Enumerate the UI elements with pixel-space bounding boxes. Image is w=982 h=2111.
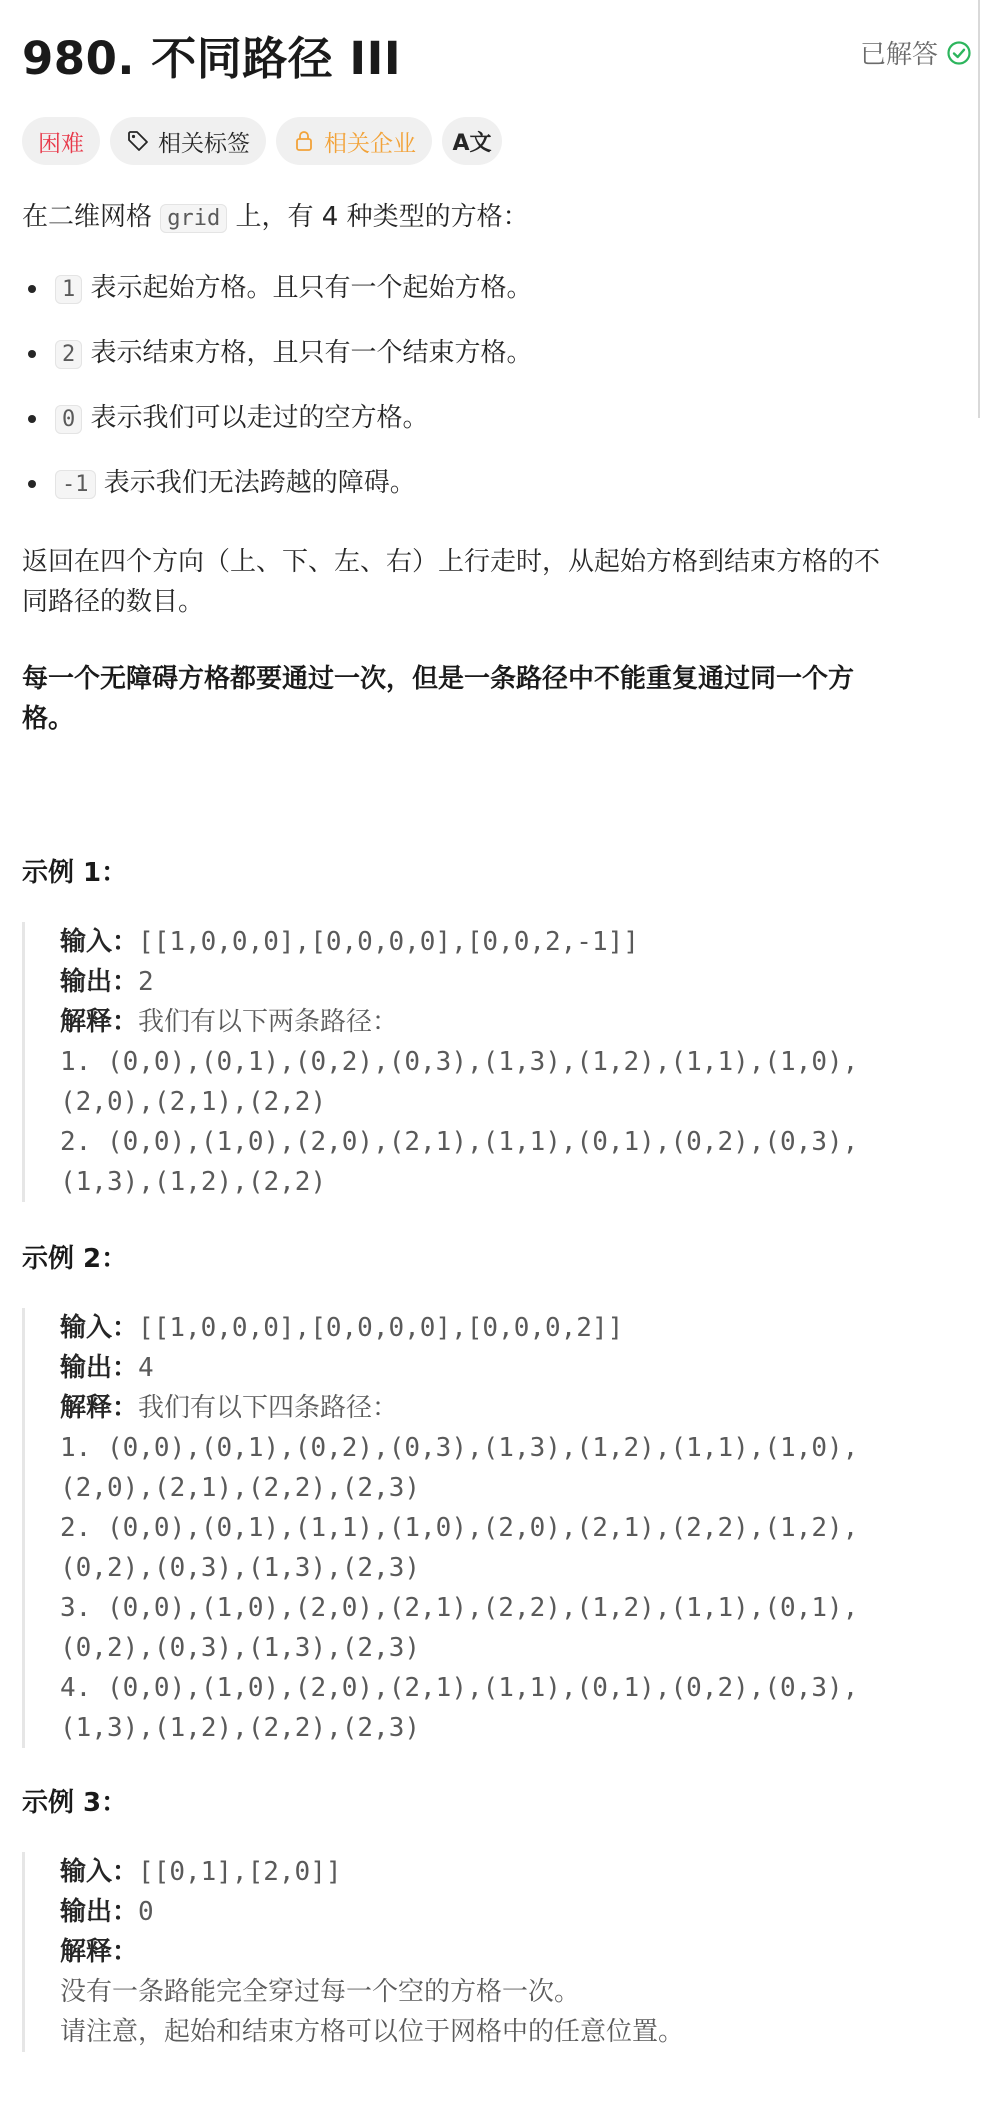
translate-button[interactable] bbox=[442, 117, 502, 165]
list-item bbox=[22, 333, 952, 398]
companies-tag-label: 相关企业 bbox=[324, 130, 416, 157]
explain-text: 我们有以下两条路径： bbox=[138, 1007, 399, 1037]
path-line: 2. (0,0),(0,1),(1,1),(1,0),(2,0),(2,1),(2,2),(1,2), bbox=[60, 1513, 859, 1543]
list-item-text: 表示起始方格。且只有一个起始方格。 bbox=[82, 273, 533, 303]
solved-label: 已解答 bbox=[859, 40, 938, 70]
path-line: 1. (0,0),(0,1),(0,2),(0,3),(1,3),(1,2),(1,1),(1,0), bbox=[60, 1047, 859, 1077]
title-row bbox=[22, 22, 972, 85]
path-line: (1,3),(1,2),(2,2),(2,3) bbox=[60, 1713, 421, 1743]
intro-prefix: 在二维网格 bbox=[22, 202, 161, 232]
output-label: 输出： bbox=[60, 1353, 139, 1383]
explain-label: 解释： bbox=[60, 1007, 139, 1037]
intro-suffix: 上，有 4 种类型的方格： bbox=[227, 202, 529, 232]
paragraph-line: 返回在四个方向（上、下、左、右）上行走时，从起始方格到结束方格的不 bbox=[22, 547, 881, 577]
example-explain bbox=[25, 1002, 955, 1042]
path-line: (2,0),(2,1),(2,2) bbox=[60, 1087, 327, 1117]
path-line: (1,3),(1,2),(2,2) bbox=[60, 1167, 327, 1197]
output-value: 2 bbox=[138, 967, 154, 997]
output-label: 输出： bbox=[60, 967, 139, 997]
path-line: 3. (0,0),(1,0),(2,0),(2,1),(2,2),(1,2),(1,1),(0,1), bbox=[60, 1593, 859, 1623]
input-value: [[0,1],[2,0]] bbox=[138, 1857, 342, 1887]
example-title: 示例 3： bbox=[22, 1788, 128, 1818]
translate-icon: A文 bbox=[452, 130, 492, 156]
input-label: 输入： bbox=[60, 1857, 139, 1887]
list-item bbox=[22, 398, 952, 463]
list-item bbox=[22, 463, 952, 528]
path-line: (2,0),(2,1),(2,2),(2,3) bbox=[60, 1473, 421, 1503]
inline-code: -1 bbox=[55, 470, 96, 499]
inline-code: 0 bbox=[55, 405, 82, 434]
companies-tag-button[interactable] bbox=[276, 117, 432, 165]
explain-label: 解释： bbox=[60, 1937, 139, 1967]
explain-label: 解释： bbox=[60, 1393, 139, 1423]
example-output bbox=[25, 1348, 955, 1388]
example-title: 示例 1： bbox=[22, 858, 128, 888]
intro-paragraph bbox=[22, 197, 529, 239]
path-line: 4. (0,0),(1,0),(2,0),(2,1),(1,1),(0,1),(0,2),(0,3), bbox=[60, 1673, 859, 1703]
paragraph-line: 格。 bbox=[22, 704, 75, 734]
path-line: 2. (0,0),(1,0),(2,0),(2,1),(1,1),(0,1),(0,2),(0,3), bbox=[60, 1127, 859, 1157]
paragraph-line: 同路径的数目。 bbox=[22, 587, 205, 617]
example-input bbox=[25, 922, 955, 962]
output-label: 输出： bbox=[60, 1897, 139, 1927]
example-title: 示例 2： bbox=[22, 1244, 128, 1274]
path-line: (0,2),(0,3),(1,3),(2,3) bbox=[60, 1633, 421, 1663]
list-item-text: 表示我们无法跨越的障碍。 bbox=[95, 468, 416, 498]
solved-status bbox=[860, 34, 972, 71]
example-block bbox=[22, 1308, 955, 1748]
list-item-text: 表示我们可以走过的空方格。 bbox=[82, 403, 429, 433]
list-item bbox=[22, 268, 952, 333]
return-paragraph bbox=[22, 542, 880, 622]
inline-code: 2 bbox=[55, 340, 82, 369]
check-circle-icon bbox=[946, 40, 972, 66]
problem-title: 980. 不同路径 III bbox=[22, 32, 402, 85]
input-label: 输入： bbox=[60, 1313, 139, 1343]
difficulty-badge[interactable]: 困难 bbox=[22, 117, 100, 165]
path-line: (0,2),(0,3),(1,3),(2,3) bbox=[60, 1553, 421, 1583]
paragraph-line: 每一个无障碍方格都要通过一次，但是一条路径中不能重复通过同一个方 bbox=[22, 664, 855, 694]
topics-tag-button[interactable] bbox=[110, 117, 266, 165]
explain-text: 我们有以下四条路径： bbox=[138, 1393, 399, 1423]
example-explain bbox=[25, 1388, 955, 1428]
inline-code: grid bbox=[160, 204, 227, 233]
example-input bbox=[25, 1852, 955, 1892]
inline-code: 1 bbox=[55, 275, 82, 304]
example-output bbox=[25, 962, 955, 1002]
example-explain bbox=[25, 1932, 955, 1972]
topics-tag-label: 相关标签 bbox=[158, 130, 250, 157]
output-value: 0 bbox=[138, 1897, 154, 1927]
cell-type-list bbox=[22, 268, 952, 528]
example-input bbox=[25, 1308, 955, 1348]
tag-icon bbox=[126, 129, 150, 153]
list-item-text: 表示结束方格，且只有一个结束方格。 bbox=[82, 338, 533, 368]
input-label: 输入： bbox=[60, 927, 139, 957]
lock-icon bbox=[292, 129, 316, 153]
example-output bbox=[25, 1892, 955, 1932]
tag-bar bbox=[22, 117, 502, 165]
input-value: [[1,0,0,0],[0,0,0,0],[0,0,0,2]] bbox=[138, 1313, 624, 1343]
example-block bbox=[22, 922, 955, 1202]
explain-line: 请注意，起始和结束方格可以位于网格中的任意位置。 bbox=[60, 2017, 685, 2047]
constraint-paragraph bbox=[22, 659, 854, 739]
path-line: 1. (0,0),(0,1),(0,2),(0,3),(1,3),(1,2),(1,1),(1,0), bbox=[60, 1433, 859, 1463]
input-value: [[1,0,0,0],[0,0,0,0],[0,0,2,-1]] bbox=[138, 927, 639, 957]
output-value: 4 bbox=[138, 1353, 154, 1383]
example-block bbox=[22, 1852, 955, 2052]
explain-line: 没有一条路能完全穿过每一个空的方格一次。 bbox=[60, 1977, 581, 2007]
scrollbar[interactable] bbox=[978, 0, 980, 418]
